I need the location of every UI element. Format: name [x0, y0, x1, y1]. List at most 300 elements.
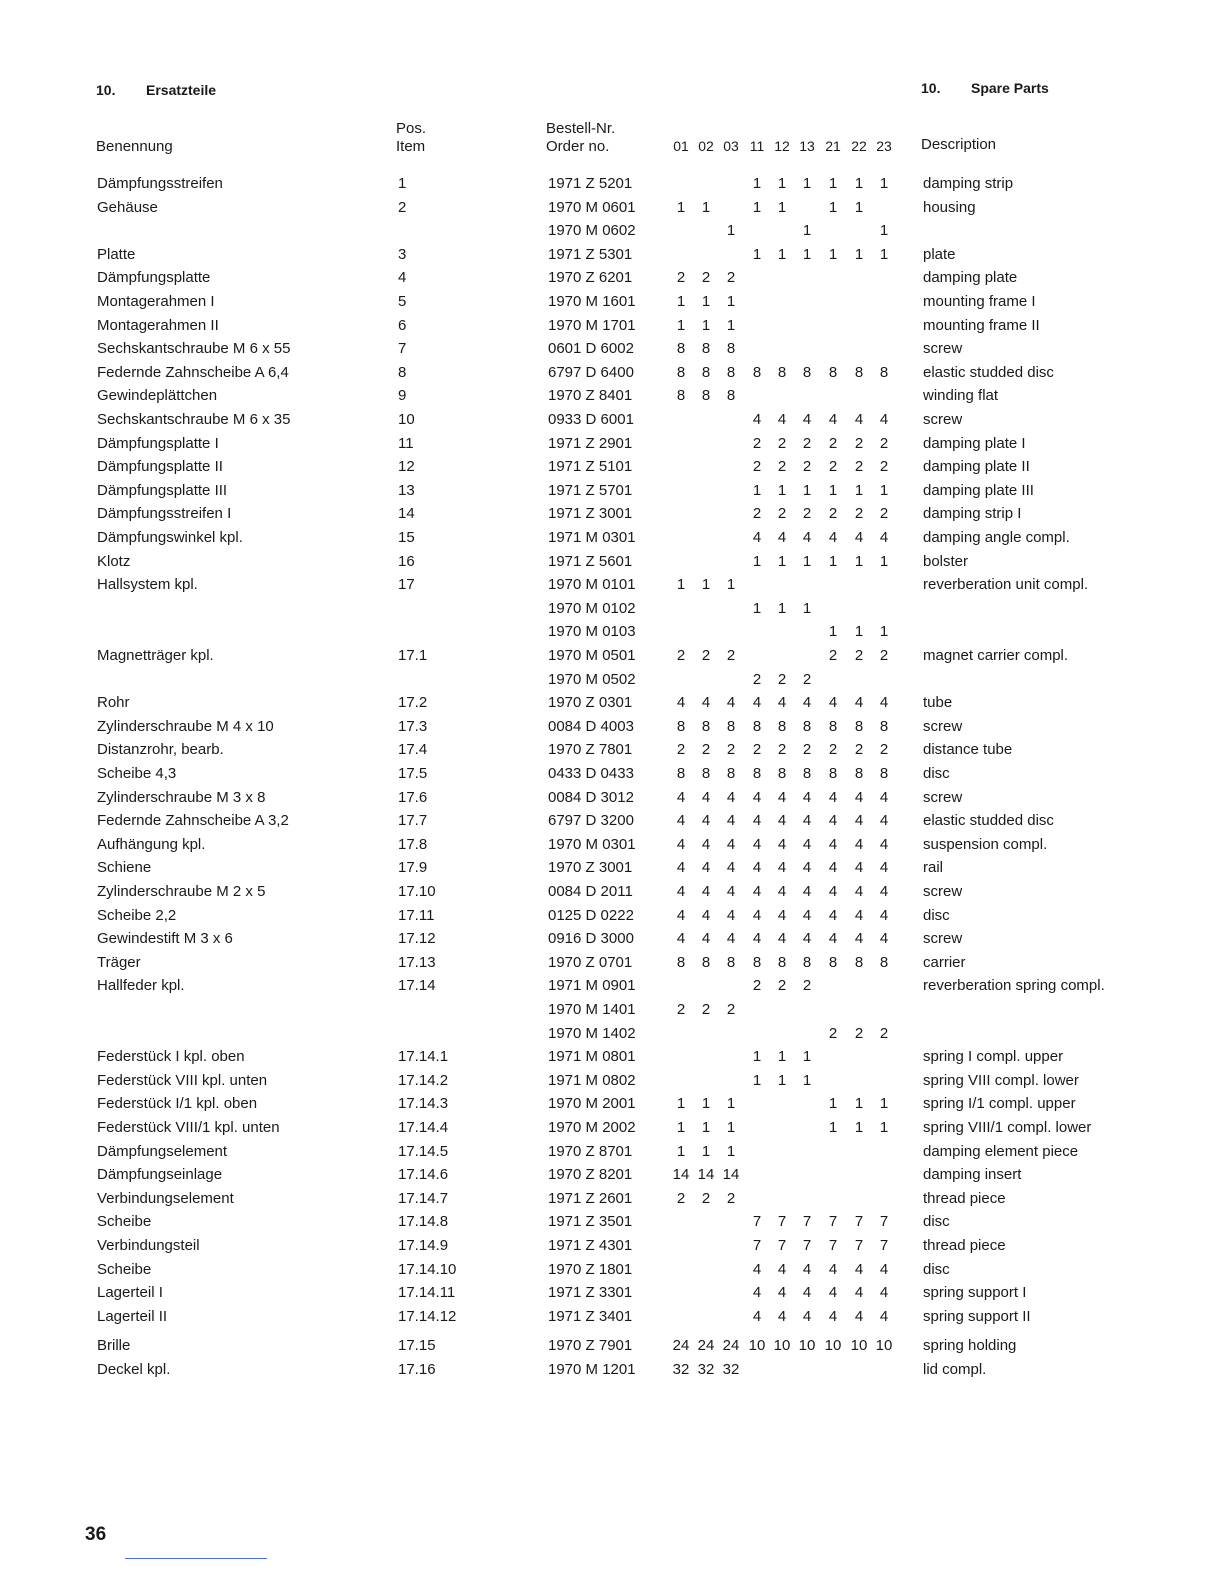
- part-description: housing: [923, 198, 976, 216]
- table-row: [0, 220, 1224, 242]
- qty-cell-02: 4: [701, 694, 711, 712]
- part-name: Lagerteil I: [97, 1284, 163, 1302]
- part-name: Gehäuse: [97, 198, 158, 216]
- qty-cell-02: 1: [701, 316, 711, 334]
- qty-cell-11: 2: [752, 434, 762, 452]
- part-name: Zylinderschraube M 3 x 8: [97, 788, 266, 806]
- order-number: 1970 M 1401: [548, 1001, 636, 1018]
- part-name: Dämpfungswinkel kpl.: [97, 529, 243, 546]
- qty-cell-21: 4: [828, 906, 838, 924]
- item-position: 17.6: [398, 788, 428, 806]
- part-description: tube: [923, 694, 953, 712]
- qty-cell-11: 1: [752, 198, 762, 216]
- qty-cell-12: 4: [777, 883, 787, 900]
- qty-cell-01: 8: [676, 953, 686, 971]
- order-number: 1971 Z 4301: [548, 1237, 633, 1254]
- qty-cell-11: 7: [752, 1213, 762, 1231]
- item-position: 17: [398, 576, 415, 594]
- qty-cell-01: 8: [676, 765, 686, 782]
- qty-cell-11: 1: [752, 552, 762, 570]
- qty-cell-01: 4: [676, 788, 686, 806]
- order-number: 1970 M 0101: [548, 576, 636, 594]
- table-row: [0, 1282, 1224, 1304]
- qty-cell-12: 7: [777, 1237, 787, 1254]
- part-name: Gewindeplättchen: [97, 387, 218, 405]
- part-name: Brille: [97, 1337, 131, 1355]
- part-description: disc: [923, 906, 950, 924]
- table-row: [0, 315, 1224, 337]
- table-row: [0, 881, 1224, 903]
- item-position: 17.12: [398, 930, 436, 948]
- qty-cell-03: 1: [726, 1119, 736, 1136]
- qty-cell-03: 2: [726, 1189, 736, 1207]
- qty-cell-13: 2: [802, 458, 812, 476]
- part-name: Federstück I/1 kpl. oben: [97, 1095, 258, 1113]
- order-number: 1970 Z 3001: [548, 859, 633, 877]
- qty-cell-23: 7: [879, 1213, 889, 1231]
- qty-cell-12: 2: [777, 741, 787, 759]
- qty-cell-22: 7: [854, 1213, 864, 1231]
- qty-cell-22: 4: [854, 788, 864, 806]
- qty-cell-22: 4: [854, 812, 864, 830]
- qty-cell-21: 8: [828, 363, 838, 381]
- table-row: [0, 480, 1224, 502]
- item-position: 17.14.11: [398, 1284, 456, 1302]
- table-row: [0, 739, 1224, 761]
- qty-cell-23: 4: [879, 694, 889, 712]
- qty-cell-11: 2: [752, 505, 762, 523]
- qty-cell-01: 1: [676, 198, 686, 216]
- qty-cell-21: 1: [828, 623, 838, 641]
- item-position: 6: [398, 316, 407, 334]
- part-description: screw: [923, 930, 963, 948]
- qty-cell-21: 4: [828, 1307, 838, 1325]
- qty-cell-22: 2: [854, 1024, 864, 1042]
- qty-cell-11: 4: [752, 883, 762, 900]
- order-number: 1970 M 1402: [548, 1024, 636, 1042]
- item-position: 17.15: [398, 1337, 436, 1355]
- qty-header-23: 23: [876, 138, 892, 154]
- qty-cell-23: 4: [879, 835, 889, 853]
- part-name: Rohr: [97, 694, 130, 712]
- qty-cell-02: 4: [701, 883, 711, 900]
- qty-cell-02: 4: [701, 835, 711, 853]
- table-row: [0, 527, 1224, 549]
- qty-cell-21: 4: [828, 411, 838, 428]
- part-name: Montagerahmen II: [97, 316, 219, 334]
- qty-cell-21: 4: [828, 930, 838, 948]
- qty-cell-23: 1: [879, 1119, 889, 1136]
- item-position: 17.14.8: [398, 1213, 449, 1231]
- qty-cell-11: 2: [752, 670, 762, 688]
- qty-cell-12: 1: [777, 481, 787, 499]
- qty-cell-02: 1: [701, 576, 711, 594]
- qty-cell-12: 4: [777, 859, 787, 877]
- table-row: [0, 905, 1224, 927]
- qty-cell-01: 1: [676, 293, 686, 310]
- qty-cell-12: 2: [777, 458, 787, 476]
- qty-cell-23: 1: [879, 222, 889, 240]
- order-number: 1970 M 0601: [548, 198, 636, 216]
- part-description: damping plate I: [923, 434, 1026, 452]
- order-number: 1971 Z 3501: [548, 1213, 633, 1231]
- qty-cell-12: 1: [777, 599, 787, 617]
- part-name: Sechskantschraube M 6 x 35: [97, 411, 291, 428]
- part-description: spring I compl. upper: [923, 1048, 1064, 1066]
- table-row: [0, 1164, 1224, 1186]
- qty-cell-12: 4: [777, 835, 787, 853]
- qty-cell-22: 4: [854, 835, 864, 853]
- section-number: 10.: [921, 80, 941, 96]
- item-position: 17.14.2: [398, 1071, 449, 1089]
- qty-cell-02: 8: [701, 953, 711, 971]
- qty-cell-22: 1: [854, 175, 864, 192]
- order-number: 1971 Z 3001: [548, 505, 633, 523]
- qty-cell-22: 8: [854, 765, 864, 782]
- column-header-description: Description: [921, 136, 997, 153]
- part-description: disc: [923, 765, 950, 782]
- order-number: 1971 M 0801: [548, 1048, 636, 1066]
- item-position: 17.3: [398, 717, 428, 735]
- qty-cell-13: 4: [802, 835, 812, 853]
- part-name: Träger: [97, 953, 141, 971]
- part-name: Zylinderschraube M 4 x 10: [97, 717, 274, 735]
- item-position: 4: [398, 269, 407, 287]
- part-description: spring VIII compl. lower: [923, 1071, 1079, 1089]
- qty-cell-22: 4: [854, 883, 864, 900]
- item-position: 17.11: [398, 906, 435, 924]
- order-number: 1970 Z 0701: [548, 953, 633, 971]
- qty-header-11: 11: [749, 138, 765, 154]
- part-description: damping element piece: [923, 1142, 1079, 1160]
- qty-cell-22: 4: [854, 859, 864, 877]
- item-position: 17.1: [398, 647, 428, 664]
- table-row: [0, 197, 1224, 219]
- qty-cell-13: 4: [802, 788, 812, 806]
- table-row: [0, 645, 1224, 667]
- qty-cell-23: 8: [879, 953, 889, 971]
- qty-cell-13: 7: [802, 1237, 812, 1254]
- item-position: 16: [398, 552, 415, 570]
- qty-cell-02: 1: [701, 1142, 711, 1160]
- qty-cell-21: 1: [828, 1119, 838, 1136]
- part-description: damping strip I: [923, 505, 1022, 523]
- qty-cell-13: 4: [802, 930, 812, 948]
- table-row: [0, 267, 1224, 289]
- table-row: [0, 1093, 1224, 1115]
- order-number: 1971 Z 3401: [548, 1307, 633, 1325]
- qty-cell-02: 1: [701, 293, 711, 310]
- qty-cell-11: 1: [752, 175, 762, 192]
- part-name: Platte: [97, 245, 136, 263]
- item-position: 17.14.4: [398, 1119, 449, 1136]
- item-position: 11: [398, 434, 414, 452]
- part-description: elastic studded disc: [923, 812, 1054, 830]
- item-position: 17.9: [398, 859, 428, 877]
- part-name: Dämpfungsstreifen I: [97, 505, 232, 523]
- item-position: 17.14.7: [398, 1189, 449, 1207]
- table-row: [0, 669, 1224, 691]
- item-position: 17.14.1: [398, 1048, 449, 1066]
- qty-cell-23: 8: [879, 717, 889, 735]
- table-row: [0, 716, 1224, 738]
- qty-cell-11: 1: [752, 599, 762, 617]
- qty-cell-01: 4: [676, 835, 686, 853]
- order-number: 1971 Z 2901: [548, 434, 633, 452]
- part-description: carrier: [923, 953, 966, 971]
- part-name: Federnde Zahnscheibe A 6,4: [97, 363, 289, 381]
- qty-cell-12: 4: [777, 906, 787, 924]
- qty-cell-23: 4: [879, 1284, 889, 1302]
- part-description: damping plate: [923, 269, 1018, 287]
- qty-cell-13: 4: [802, 883, 812, 900]
- qty-header-03: 03: [723, 138, 739, 154]
- qty-cell-11: 4: [752, 930, 762, 948]
- qty-cell-02: 2: [701, 647, 711, 664]
- table-row: [0, 952, 1224, 974]
- item-position: 17.13: [398, 953, 436, 971]
- qty-cell-03: 1: [726, 293, 736, 310]
- qty-cell-01: 8: [676, 717, 686, 735]
- item-position: 17.14.12: [398, 1307, 457, 1325]
- qty-cell-01: 1: [676, 1095, 686, 1113]
- qty-cell-12: 1: [777, 245, 787, 263]
- part-description: spring support I: [923, 1284, 1027, 1302]
- qty-cell-03: 1: [726, 576, 736, 594]
- table-row: [0, 1188, 1224, 1210]
- part-name: Zylinderschraube M 2 x 5: [97, 883, 266, 900]
- qty-cell-22: 7: [854, 1237, 864, 1254]
- order-number: 1970 Z 1801: [548, 1260, 633, 1278]
- qty-cell-01: 2: [676, 269, 686, 287]
- qty-cell-22: 1: [854, 552, 864, 570]
- qty-cell-21: 4: [828, 883, 838, 900]
- qty-cell-23: 4: [879, 1307, 889, 1325]
- qty-cell-22: 4: [854, 694, 864, 712]
- order-number: 1970 Z 8201: [548, 1166, 633, 1184]
- qty-cell-21: 4: [828, 812, 838, 830]
- order-number: 0933 D 6001: [548, 411, 634, 428]
- item-position: 13: [398, 481, 415, 499]
- order-number: 0084 D 3012: [548, 788, 634, 806]
- table-row: [0, 1259, 1224, 1281]
- qty-cell-22: 8: [854, 717, 864, 735]
- qty-cell-22: 4: [854, 906, 864, 924]
- qty-cell-21: 7: [828, 1237, 838, 1254]
- qty-cell-03: 4: [726, 883, 736, 900]
- qty-cell-11: 4: [752, 1307, 762, 1325]
- qty-cell-11: 1: [752, 1048, 762, 1066]
- part-name: Gewindestift M 3 x 6: [97, 930, 233, 948]
- qty-cell-01: 4: [676, 859, 686, 877]
- qty-cell-13: 4: [802, 812, 812, 830]
- qty-cell-13: 8: [802, 953, 812, 971]
- part-name: Federstück VIII/1 kpl. unten: [97, 1119, 280, 1136]
- part-description: disc: [923, 1213, 950, 1231]
- qty-cell-21: 2: [828, 647, 838, 664]
- part-description: damping angle compl.: [923, 529, 1070, 546]
- order-number: 1971 Z 5601: [548, 552, 633, 570]
- part-description: reverberation unit compl.: [923, 576, 1089, 594]
- qty-cell-03: 8: [726, 953, 736, 971]
- order-number: 1971 Z 3301: [548, 1284, 633, 1302]
- part-description: distance tube: [923, 741, 1013, 759]
- qty-cell-03: 1: [726, 222, 736, 240]
- qty-cell-13: 1: [802, 552, 812, 570]
- order-number: 0125 D 0222: [548, 906, 634, 924]
- qty-cell-23: 1: [879, 552, 889, 570]
- part-description: rail: [923, 859, 944, 877]
- qty-cell-23: 7: [879, 1237, 889, 1254]
- qty-cell-23: 4: [879, 788, 889, 806]
- part-description: disc: [923, 1260, 950, 1278]
- part-description: elastic studded disc: [923, 363, 1054, 381]
- qty-cell-21: 8: [828, 717, 838, 735]
- qty-cell-12: 10: [773, 1337, 791, 1355]
- part-name: Scheibe 4,3: [97, 765, 177, 782]
- order-number: 0916 D 3000: [548, 930, 634, 948]
- table-row: [0, 621, 1224, 643]
- part-name: Dämpfungsplatte I: [97, 434, 219, 452]
- qty-cell-12: 2: [777, 977, 787, 995]
- qty-cell-02: 2: [701, 1001, 711, 1018]
- part-name: Distanzrohr, bearb.: [97, 741, 224, 759]
- qty-cell-21: 10: [824, 1337, 842, 1355]
- qty-header-12: 12: [774, 138, 790, 154]
- qty-cell-01: 24: [672, 1337, 690, 1355]
- qty-cell-01: 4: [676, 812, 686, 830]
- table-row: [0, 1211, 1224, 1233]
- qty-cell-13: 1: [802, 1071, 812, 1089]
- qty-cell-22: 4: [854, 930, 864, 948]
- qty-cell-11: 4: [752, 859, 762, 877]
- qty-cell-01: 8: [676, 340, 686, 358]
- qty-cell-23: 4: [879, 411, 889, 428]
- qty-cell-22: 4: [854, 411, 864, 428]
- qty-cell-01: 8: [676, 363, 686, 381]
- column-header-pos-en: Item: [396, 138, 426, 155]
- part-name: Federnde Zahnscheibe A 3,2: [97, 812, 289, 830]
- order-number: 0433 D 0433: [548, 765, 634, 782]
- order-number: 1970 M 2001: [548, 1095, 636, 1113]
- qty-cell-03: 14: [722, 1166, 740, 1184]
- qty-cell-03: 4: [726, 859, 736, 877]
- qty-cell-13: 4: [802, 411, 812, 428]
- qty-cell-23: 4: [879, 883, 889, 900]
- part-description: lid compl.: [923, 1361, 987, 1378]
- order-number: 0084 D 2011: [548, 883, 633, 900]
- part-description: thread piece: [923, 1237, 1006, 1254]
- qty-cell-03: 1: [726, 1095, 736, 1113]
- column-header-order-de: Bestell-Nr.: [546, 120, 616, 137]
- qty-cell-11: 4: [752, 411, 762, 428]
- qty-cell-23: 1: [879, 245, 889, 263]
- qty-cell-02: 4: [701, 906, 711, 924]
- qty-cell-13: 1: [802, 222, 812, 240]
- order-number: 6797 D 6400: [548, 363, 634, 381]
- item-position: 1: [398, 175, 407, 192]
- part-name: Scheibe: [97, 1213, 152, 1231]
- part-name: Schiene: [97, 859, 152, 877]
- table-row: [0, 338, 1224, 360]
- qty-cell-23: 8: [879, 765, 889, 782]
- qty-cell-03: 8: [726, 765, 736, 782]
- part-name: Scheibe: [97, 1260, 152, 1278]
- qty-cell-12: 8: [777, 363, 787, 381]
- item-position: 17.16: [398, 1361, 436, 1378]
- part-description: screw: [923, 788, 963, 806]
- qty-cell-03: 2: [726, 647, 736, 664]
- item-position: 15: [398, 529, 415, 546]
- qty-cell-13: 4: [802, 1307, 812, 1325]
- qty-cell-11: 2: [752, 977, 762, 995]
- part-name: Scheibe 2,2: [97, 906, 177, 924]
- qty-cell-23: 2: [879, 505, 889, 523]
- qty-cell-11: 4: [752, 1260, 762, 1278]
- qty-cell-13: 4: [802, 859, 812, 877]
- part-name: Hallfeder kpl.: [97, 977, 185, 995]
- qty-cell-11: 4: [752, 1284, 762, 1302]
- qty-cell-21: 2: [828, 741, 838, 759]
- table-row: [0, 503, 1224, 525]
- qty-cell-23: 1: [879, 175, 889, 192]
- qty-cell-22: 1: [854, 1119, 864, 1136]
- qty-cell-21: 1: [828, 1095, 838, 1113]
- table-row: [0, 999, 1224, 1021]
- part-name: Dämpfungselement: [97, 1142, 228, 1160]
- qty-cell-21: 4: [828, 694, 838, 712]
- qty-cell-21: 2: [828, 1024, 838, 1042]
- table-row: [0, 1359, 1224, 1381]
- qty-cell-03: 8: [726, 340, 736, 358]
- qty-cell-12: 1: [777, 552, 787, 570]
- item-position: 10: [398, 411, 415, 428]
- qty-cell-11: 4: [752, 835, 762, 853]
- qty-cell-02: 8: [701, 765, 711, 782]
- qty-cell-22: 2: [854, 741, 864, 759]
- qty-cell-03: 8: [726, 387, 736, 405]
- qty-cell-23: 4: [879, 812, 889, 830]
- order-number: 1970 Z 6201: [548, 269, 633, 287]
- qty-cell-12: 1: [777, 175, 787, 192]
- part-description: mounting frame I: [923, 293, 1036, 310]
- part-name: Federstück VIII kpl. unten: [97, 1071, 268, 1089]
- qty-cell-23: 2: [879, 434, 889, 452]
- part-description: spring support II: [923, 1307, 1031, 1325]
- order-number: 1971 Z 5301: [548, 245, 633, 263]
- item-position: 9: [398, 387, 407, 405]
- part-description: damping insert: [923, 1166, 1022, 1184]
- item-position: 17.14.10: [398, 1260, 457, 1278]
- qty-cell-22: 4: [854, 1307, 864, 1325]
- qty-cell-13: 4: [802, 529, 812, 546]
- section-title-en: Spare Parts: [971, 80, 1049, 96]
- order-number: 1970 M 0501: [548, 647, 636, 664]
- qty-cell-01: 1: [676, 316, 686, 334]
- section-title-de: Ersatzteile: [146, 82, 217, 98]
- table-row: [0, 1335, 1224, 1357]
- qty-cell-13: 1: [802, 599, 812, 617]
- qty-cell-02: 32: [697, 1361, 715, 1378]
- table-row: [0, 244, 1224, 266]
- part-name: Klotz: [97, 552, 131, 570]
- qty-cell-13: 8: [802, 765, 812, 782]
- qty-cell-11: 8: [752, 953, 762, 971]
- item-position: 7: [398, 340, 407, 358]
- qty-cell-12: 4: [777, 812, 787, 830]
- qty-cell-01: 4: [676, 906, 686, 924]
- qty-cell-02: 1: [701, 1119, 711, 1136]
